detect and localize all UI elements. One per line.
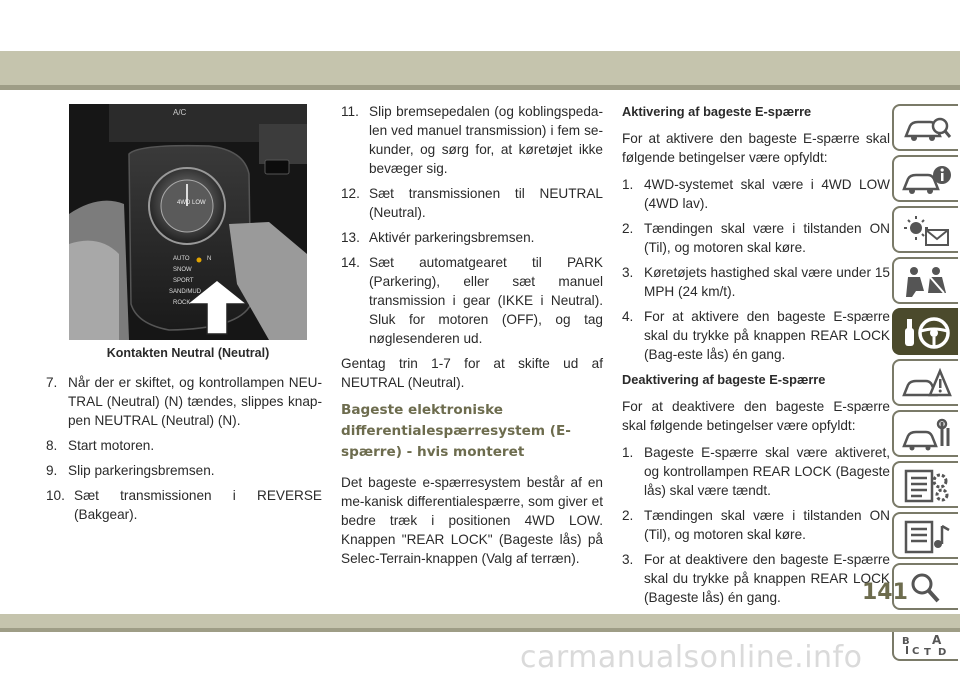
item-number: 3.: [622, 265, 634, 280]
item-text: Tændingen skal være i tilstanden ON (Til), og motoren skal køre.: [644, 221, 890, 255]
middle-column: [341, 102, 603, 576]
tab-specifications[interactable]: [892, 461, 958, 508]
alpha-letter: A: [932, 633, 942, 647]
steering-wheel-icon: [902, 316, 952, 350]
item-text: Slip parkeringsbremsen.: [68, 463, 215, 478]
item-text: Sæt automatgearet til PARK (Parkering), eller sæt manuel transmission i gear (IKKE i Neutral). Sluk for motoren (OFF), og tag nøglesenderen ud.: [369, 255, 603, 346]
tab-roadside-emergency[interactable]: [892, 359, 958, 406]
item-number: 7.: [46, 375, 58, 390]
tab-car-service[interactable]: [892, 410, 958, 457]
footer-rule: [0, 628, 960, 632]
section-heading: Bageste elektroniske differentialespærresystem (E-spærre) - hvis monteret: [341, 402, 571, 460]
neutral-switch-photo: [69, 104, 307, 340]
item-text: Bageste E-spærre skal være aktiveret, og kontrollampen REAR LOCK (Bageste lås) skal være tændt.: [644, 445, 890, 498]
photo-label-4wd-low: 4WD LOW: [177, 200, 206, 206]
index-search-icon: [902, 571, 952, 605]
photo-label-sport: SPORT: [173, 278, 194, 284]
photo-label-snow: SNOW: [173, 267, 192, 273]
item-text: Køretøjets hastighed skal være under 15 MPH (24 km/t).: [644, 265, 890, 299]
list-item: [341, 184, 603, 222]
page-number: 141: [862, 580, 908, 605]
item-text: Sæt transmissionen til NEUTRAL (Neutral).: [369, 186, 603, 220]
deactivate-heading: Deaktivering af bageste E-spærre: [622, 372, 826, 387]
list-item: [622, 506, 890, 544]
item-number: 2.: [622, 508, 634, 523]
list-item: [622, 550, 890, 607]
item-number: 9.: [46, 463, 58, 478]
photo-label-rock: ROCK: [173, 300, 191, 306]
airbag-seatbelt-icon: [902, 265, 952, 299]
specifications-icon: [902, 469, 952, 503]
list-item: [46, 436, 322, 455]
item-number: 4.: [622, 309, 634, 324]
list-item: [341, 253, 603, 348]
warning-lights-icon: [902, 214, 952, 248]
list-item: [622, 443, 890, 500]
photo-label-n: N: [207, 256, 212, 262]
item-text: For at aktivere den bageste E-spærre skal du trykke på knappen REAR LOCK (Bag-este lås) én gang.: [644, 309, 890, 362]
item-text: Start motoren.: [68, 438, 155, 453]
tab-airbag-seatbelt[interactable]: [892, 257, 958, 304]
list-item: [622, 219, 890, 257]
section-paragraph: Det bageste e-spærresystem består af en me-kanisk differentialespærre, som giver et bedre træk i positionen 4WD LOW. Knappen "REAR LOCK" (Bageste lås) på Selec-Terrain-knappen (Valg af terræn).: [341, 475, 603, 566]
alpha-letter: D: [938, 647, 947, 656]
alpha-letter: B: [902, 636, 910, 647]
tab-multimedia[interactable]: [892, 512, 958, 559]
multimedia-icon: [902, 520, 952, 554]
item-number: 8.: [46, 438, 58, 453]
item-number: 11.: [341, 104, 359, 119]
list-item: [341, 102, 603, 178]
item-number: 2.: [622, 221, 634, 236]
activate-intro: For at aktivere den bageste E-spærre skal følgende betingelser være opfyldt:: [622, 131, 890, 165]
header-rule: [0, 85, 960, 90]
item-number: 14.: [341, 255, 360, 270]
item-text: 4WD-systemet skal være i 4WD LOW (4WD lav).: [644, 177, 890, 211]
list-item: [622, 307, 890, 364]
activate-heading: Aktivering af bageste E-spærre: [622, 104, 812, 119]
tab-warning-lights[interactable]: [892, 206, 958, 253]
item-number: 10.: [46, 488, 65, 503]
item-text: Slip bremsepedalen (og koblingspeda-len ved manuel transmission) i fem se-kunder, og sørg for, at køretøjet ikke bevæger sig.: [369, 104, 603, 176]
item-text: Aktivér parkeringsbremsen.: [369, 230, 535, 245]
list-item: [46, 486, 322, 524]
item-number: 1.: [622, 177, 634, 192]
item-number: 12.: [341, 186, 360, 201]
car-search-icon: [902, 112, 952, 146]
item-number: 1.: [622, 445, 634, 460]
item-text: Når der er skiftet, og kontrollampen NEU-TRAL (Neutral) (N) tændes, slippes knap-pen NEUTRAL (Neutral) (N).: [68, 375, 322, 428]
list-item: [622, 175, 890, 213]
item-text: Sæt transmissionen i REVERSE (Bakgear).: [74, 488, 322, 522]
item-text: For at deaktivere den bageste E-spærre skal du trykke på knappen REAR LOCK (Bageste lås) én gang.: [644, 552, 890, 605]
list-item: [46, 373, 322, 430]
photo-label-auto: AUTO: [173, 256, 190, 262]
tab-car-search[interactable]: [892, 104, 958, 151]
list-item: [622, 263, 890, 301]
photo-label-ac: A/C: [173, 108, 187, 117]
tab-car-info[interactable]: [892, 155, 958, 202]
watermark: carmanualsonline.info: [520, 640, 863, 675]
tab-starting-operating[interactable]: [892, 308, 958, 355]
photo-label-sand-mud: SAND/MUD: [169, 289, 202, 295]
list-item: [46, 461, 322, 480]
repeat-steps-paragraph: Gentag trin 1-7 for at skifte ud af NEUTRAL (Neutral).: [341, 356, 603, 390]
deactivate-intro: For at deaktivere den bageste E-spærre skal følgende betingelser være opfyldt:: [622, 399, 890, 433]
roadside-emergency-icon: [902, 367, 952, 401]
item-text: Tændingen skal være i tilstanden ON (Til), og motoren skal køre.: [644, 508, 890, 542]
alpha-letter: T: [924, 647, 931, 656]
header-band: [0, 51, 960, 85]
item-number: 3.: [622, 552, 634, 567]
right-column: [622, 102, 890, 613]
photo-caption: Kontakten Neutral (Neutral): [106, 346, 270, 360]
item-number: 13.: [341, 230, 360, 245]
alpha-letter: C: [912, 646, 920, 656]
car-service-icon: [902, 418, 952, 452]
car-info-icon: [902, 163, 952, 197]
footer-band: [0, 614, 960, 628]
top-margin: [0, 0, 960, 51]
steps-7-10: [46, 373, 322, 530]
list-item: [341, 228, 603, 247]
